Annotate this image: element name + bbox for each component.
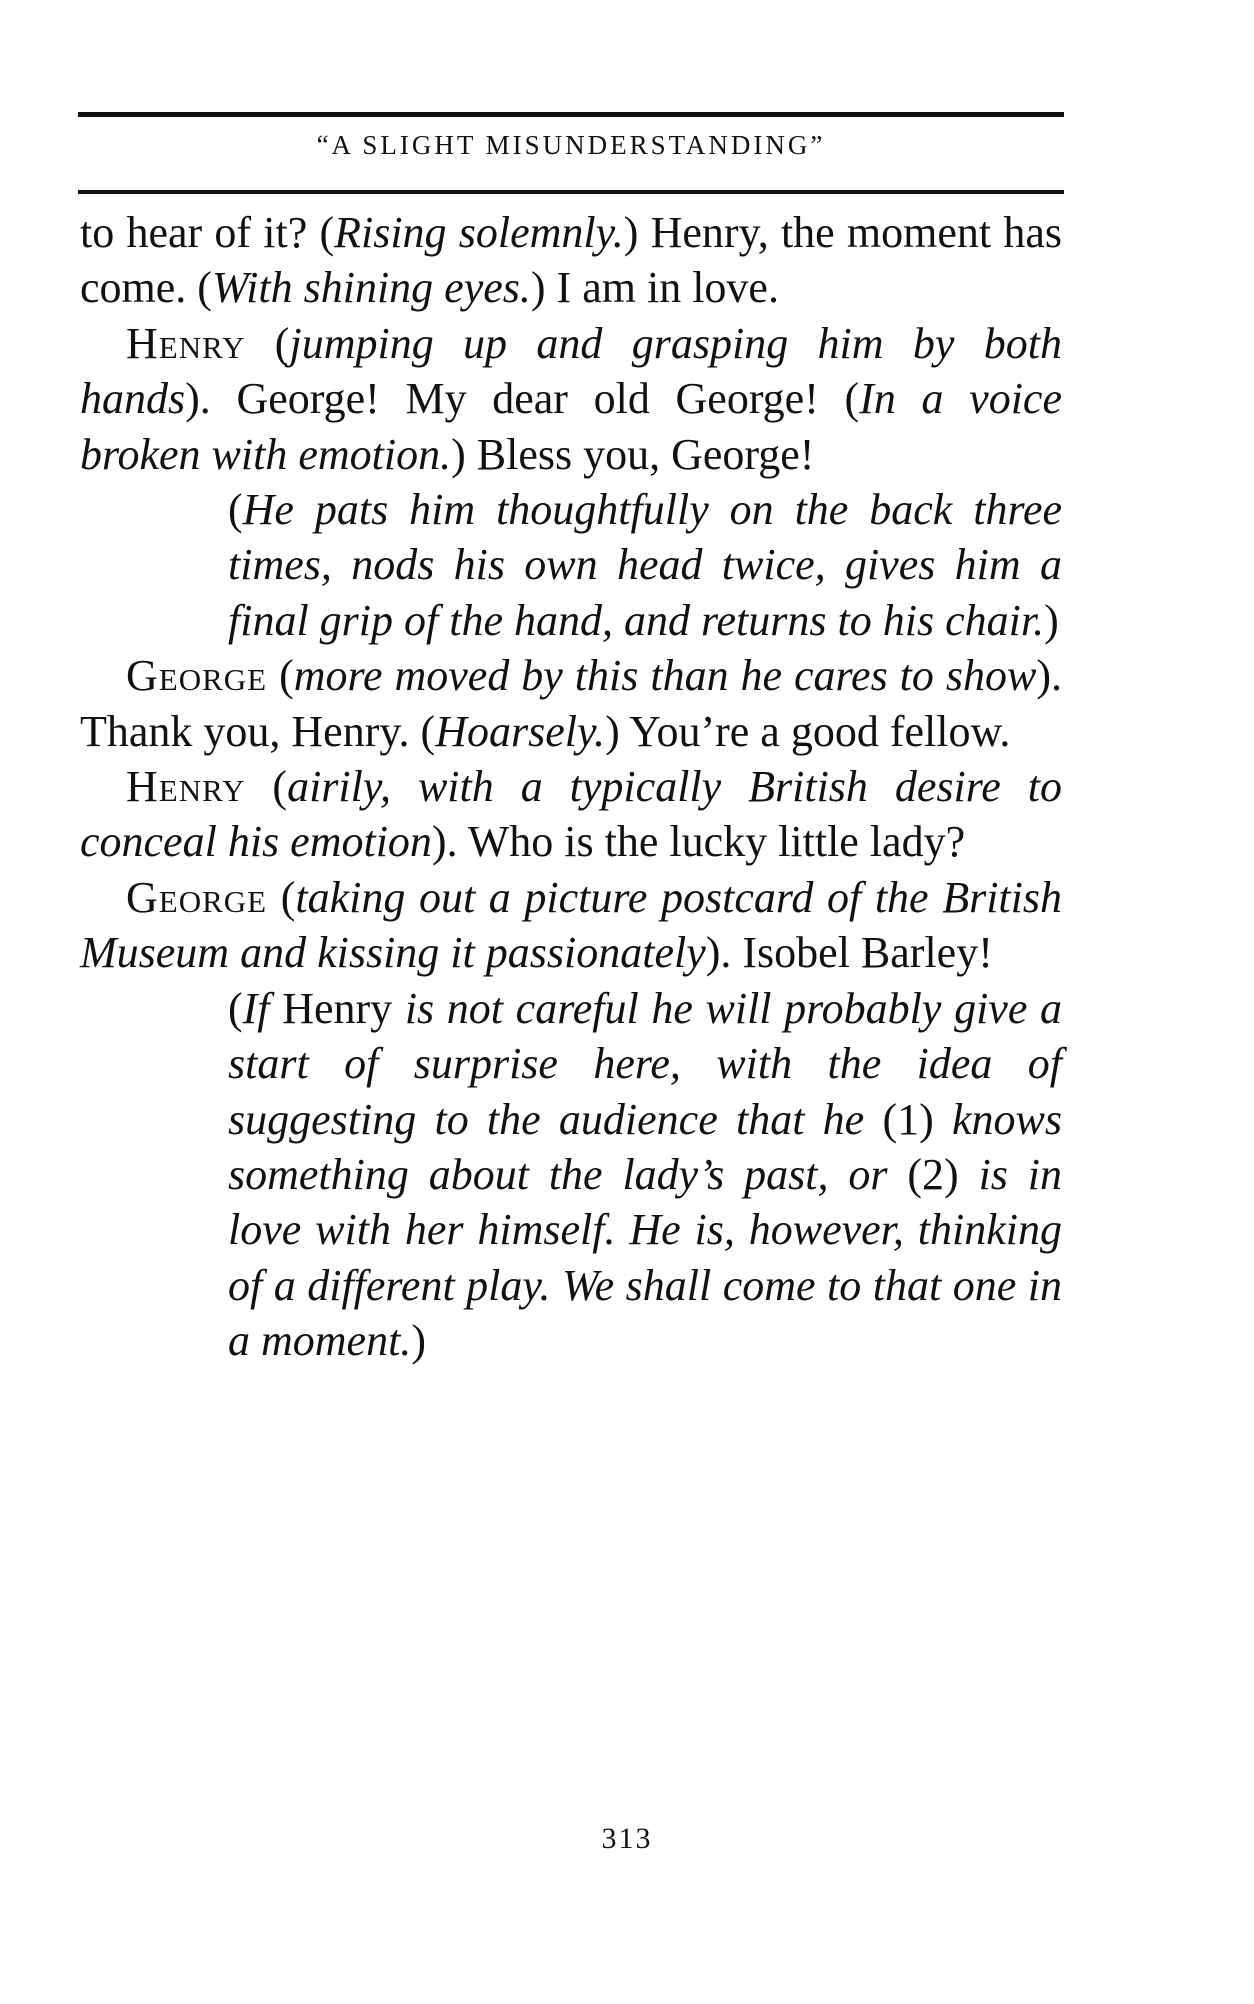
stage-direction: With shining eyes. bbox=[211, 263, 531, 313]
header-rule-bottom bbox=[78, 190, 1064, 194]
dialogue-george: George (taking out a picture postcard of the British Museum and kissing it passionately). Isobel Barley! bbox=[80, 872, 1062, 978]
stage-direction: taking out a picture postcard of the British Museum and kissing it passionately bbox=[80, 872, 1062, 978]
stage-direction: Rising solemnly. bbox=[334, 208, 624, 257]
speaker-name: George bbox=[126, 872, 268, 922]
speaker-name: George bbox=[126, 651, 268, 701]
running-head: “A SLIGHT MISUNDERSTANDING” bbox=[316, 130, 826, 160]
header-rule-top bbox=[78, 112, 1064, 117]
dialogue-george: George (more moved by this than he cares to show). Thank you, Henry. (Hoarsely.) You’re a good fellow. bbox=[80, 651, 1062, 756]
dialogue-henry: Henry (jumping up and grasping him by both hands). George! My dear old George! (In a voice broken with emotion.) Bless you, George! bbox=[80, 318, 1063, 479]
stage-direction: airily, with a typically British desire to conceal his emotion bbox=[80, 762, 1062, 867]
speaker-name: Henry bbox=[126, 762, 246, 812]
page-text bbox=[80, 205, 1062, 1369]
stage-direction: Hoarsely. bbox=[435, 706, 606, 756]
stage-direction: In a voice broken with emotion. bbox=[80, 374, 1062, 479]
dialogue-henry: Henry (airily, with a typically British desire to conceal his emotion). Who is the lucky little lady? bbox=[80, 762, 1062, 867]
stage-direction-block: (He pats him thoughtfully on the back three times, nods his own head twice, gives him a final grip of the hand, and returns to his chair.) bbox=[228, 485, 1062, 645]
paragraph-continuation: to hear of it? (Rising solemnly.) Henry, the moment has come. (With shining eyes.) I am in love. bbox=[80, 208, 1062, 313]
stage-direction: more moved by this than he cares to show bbox=[293, 651, 1037, 701]
stage-direction-block: (If Henry is not careful he will probably give a start of surprise here, with the idea of suggesting to the audience that he (1) knows something about the lady’s past, or (2) is in love with her himself. He is, however, thinking of a different play. We shall come to that one in a moment.) bbox=[228, 983, 1062, 1366]
speaker-name: Henry bbox=[126, 318, 246, 368]
stage-direction: jumping up and grasping him by both hands bbox=[80, 318, 1063, 424]
page-number: 313 bbox=[601, 1822, 653, 1855]
